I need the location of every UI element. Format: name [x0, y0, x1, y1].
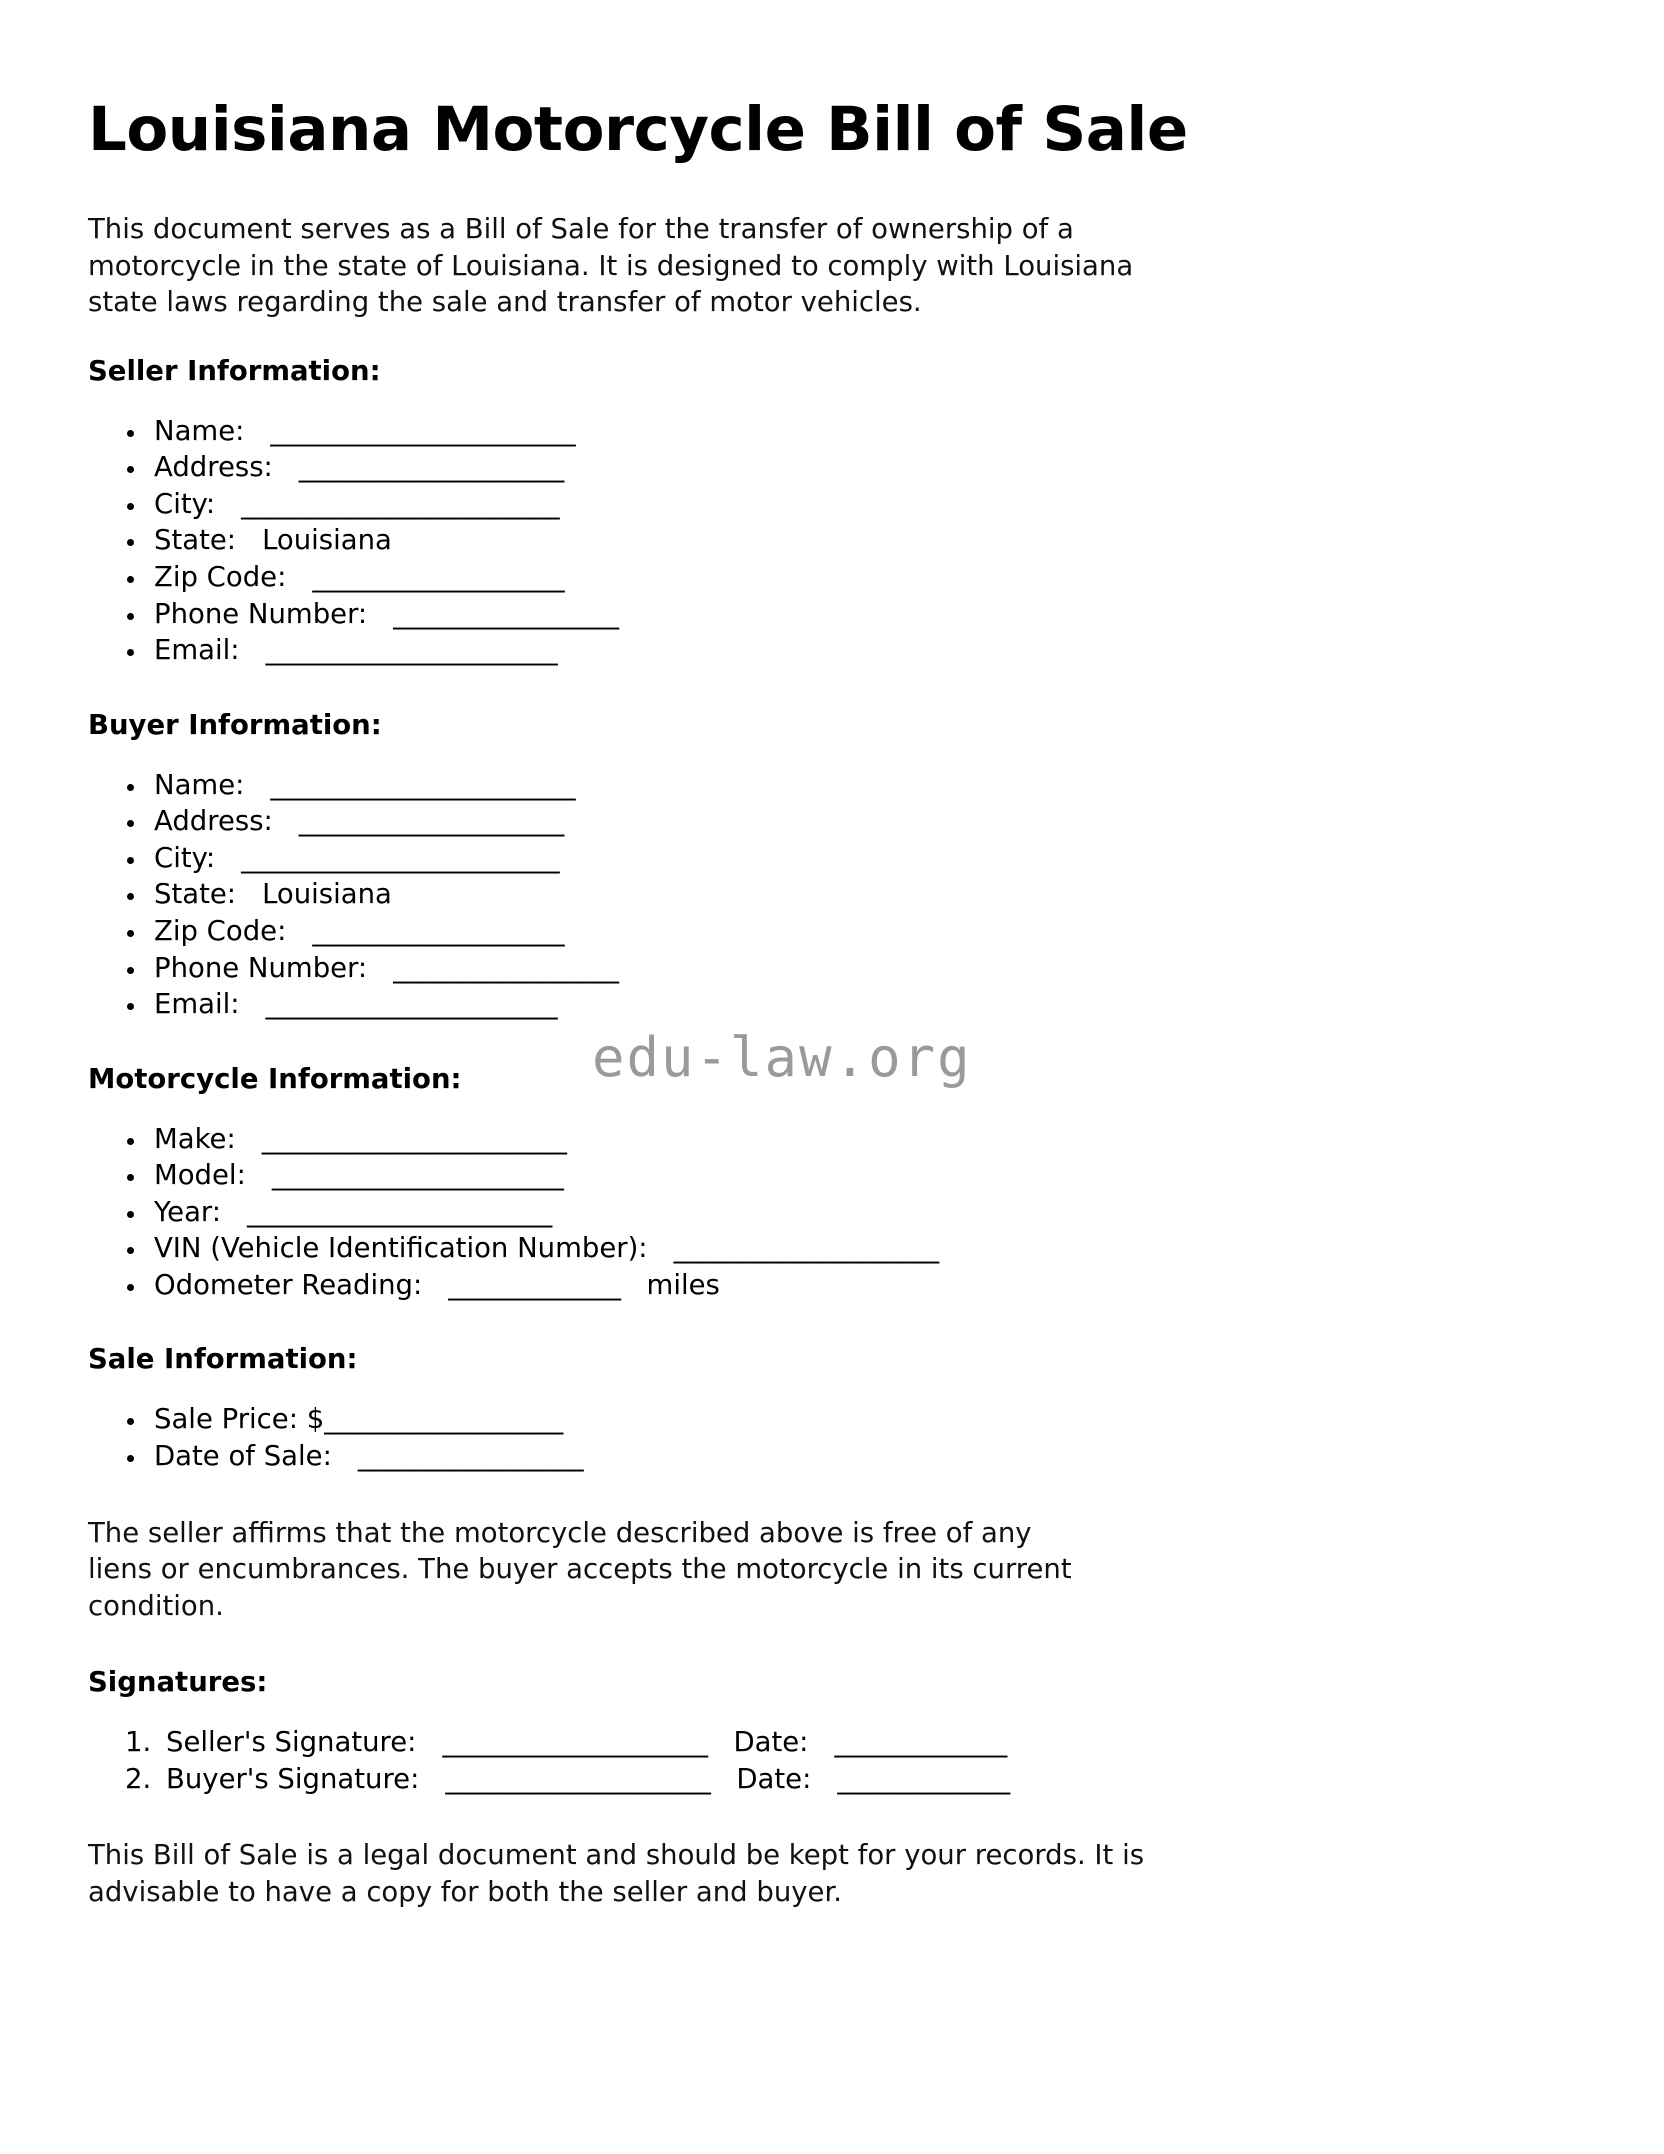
field-label: Name: [154, 768, 245, 801]
field-blank[interactable]: ____________________ [298, 805, 564, 838]
field-label: Zip Code: [154, 914, 287, 947]
field-blank[interactable]: _______________________ [261, 1122, 567, 1155]
list-item [148, 913, 1546, 950]
list-item [148, 486, 1546, 523]
field-label: Phone Number: [154, 951, 368, 984]
field-label: Name: [154, 414, 245, 447]
seller-section-heading: Seller Information: [88, 354, 381, 387]
list-item [160, 1724, 1546, 1761]
field-blank[interactable]: ____________________ [298, 451, 564, 484]
list-item [160, 1761, 1546, 1798]
field-blank[interactable]: ______________________ [265, 988, 558, 1021]
signatures-section-heading: Signatures: [88, 1666, 268, 1699]
list-item [148, 803, 1546, 840]
field-label: Email: [154, 988, 240, 1021]
sale-field-list [88, 1401, 1546, 1474]
field-blank[interactable]: ______________________ [265, 634, 558, 667]
field-label: City: [154, 487, 216, 520]
field-label: Date of Sale: [154, 1440, 332, 1473]
field-blank[interactable]: _______________________ [270, 414, 576, 447]
list-item [148, 522, 1546, 559]
list-item [148, 1121, 1546, 1158]
list-item [148, 632, 1546, 669]
motorcycle-field-list [88, 1121, 1546, 1304]
field-label: State: [154, 878, 237, 911]
field-blank[interactable]: ___________________ [312, 561, 565, 594]
signature-blank[interactable]: ____________________ [445, 1762, 711, 1795]
list-item [148, 986, 1546, 1023]
list-item [148, 596, 1546, 633]
date-label: Date: [733, 1726, 809, 1759]
signature-label: Buyer's Signature: [166, 1762, 420, 1795]
list-item [148, 1230, 1546, 1267]
date-blank[interactable]: _____________ [834, 1726, 1007, 1759]
field-blank[interactable]: __________________ [324, 1403, 563, 1436]
field-blank[interactable]: _______________________ [247, 1195, 552, 1228]
field-blank[interactable]: _____________ [448, 1268, 621, 1301]
field-blank[interactable]: _________________ [357, 1440, 584, 1473]
list-item [148, 1438, 1546, 1475]
list-item [148, 1267, 1546, 1304]
affirmation-paragraph: The seller affirms that the motorcycle described above is free of any liens or encumbrances. The buyer accepts the motorcycle in its current condition. [88, 1516, 1072, 1622]
seller-field-list [88, 413, 1546, 669]
field-label: State: [154, 524, 237, 557]
list-item [148, 1157, 1546, 1194]
field-blank[interactable]: _______________________ [270, 768, 576, 801]
list-item [148, 559, 1546, 596]
list-item [148, 1194, 1546, 1231]
field-blank[interactable]: _________________ [393, 597, 619, 630]
field-blank[interactable]: _________________ [393, 951, 619, 984]
list-item [148, 876, 1546, 913]
watermark-text: edu-law.org [592, 1026, 972, 1089]
field-suffix: miles [646, 1268, 720, 1301]
sale-section-heading: Sale Information: [88, 1343, 358, 1376]
field-blank[interactable]: ______________________ [271, 1159, 564, 1192]
field-blank[interactable]: ________________________ [241, 841, 560, 874]
list-item [148, 413, 1546, 450]
date-label: Date: [736, 1762, 812, 1795]
field-label: Year: [154, 1195, 222, 1228]
field-blank[interactable]: ___________________ [312, 914, 565, 947]
field-label: Address: [154, 451, 273, 484]
signature-blank[interactable]: ____________________ [442, 1726, 708, 1759]
list-item [148, 449, 1546, 486]
field-value: Louisiana [262, 878, 392, 911]
list-item [148, 840, 1546, 877]
signature-list [88, 1724, 1546, 1797]
field-label: Phone Number: [154, 597, 368, 630]
field-label: Make: [154, 1122, 236, 1155]
field-label: Email: [154, 634, 240, 667]
buyer-field-list [88, 767, 1546, 1023]
date-blank[interactable]: _____________ [837, 1762, 1010, 1795]
field-label: Sale Price: $ [154, 1403, 325, 1436]
field-label: Model: [154, 1159, 246, 1192]
buyer-section-heading: Buyer Information: [88, 708, 382, 741]
motorcycle-section-heading: Motorcycle Information: [88, 1062, 462, 1095]
signature-label: Seller's Signature: [166, 1726, 417, 1759]
closing-paragraph: This Bill of Sale is a legal document and should be kept for your records. It is advisable to have a copy for both the seller and buyer. [88, 1839, 1145, 1908]
field-label: Odometer Reading: [154, 1268, 423, 1301]
list-item [148, 950, 1546, 987]
field-label: Zip Code: [154, 561, 287, 594]
intro-paragraph: This document serves as a Bill of Sale for the transfer of ownership of a motorcycle in the state of Louisiana. It is designed to comply with Louisiana state laws regarding the sale and transfer of motor vehicles. [88, 213, 1134, 319]
field-blank[interactable]: ____________________ [673, 1232, 939, 1265]
field-label: City: [154, 841, 216, 874]
field-value: Louisiana [262, 524, 392, 557]
field-label: Address: [154, 805, 273, 838]
field-label: VIN (Vehicle Identification Number): [154, 1232, 648, 1265]
list-item [148, 1401, 1546, 1438]
list-item [148, 767, 1546, 804]
field-blank[interactable]: ________________________ [241, 487, 560, 520]
page-title: Louisiana Motorcycle Bill of Sale [88, 94, 1188, 165]
